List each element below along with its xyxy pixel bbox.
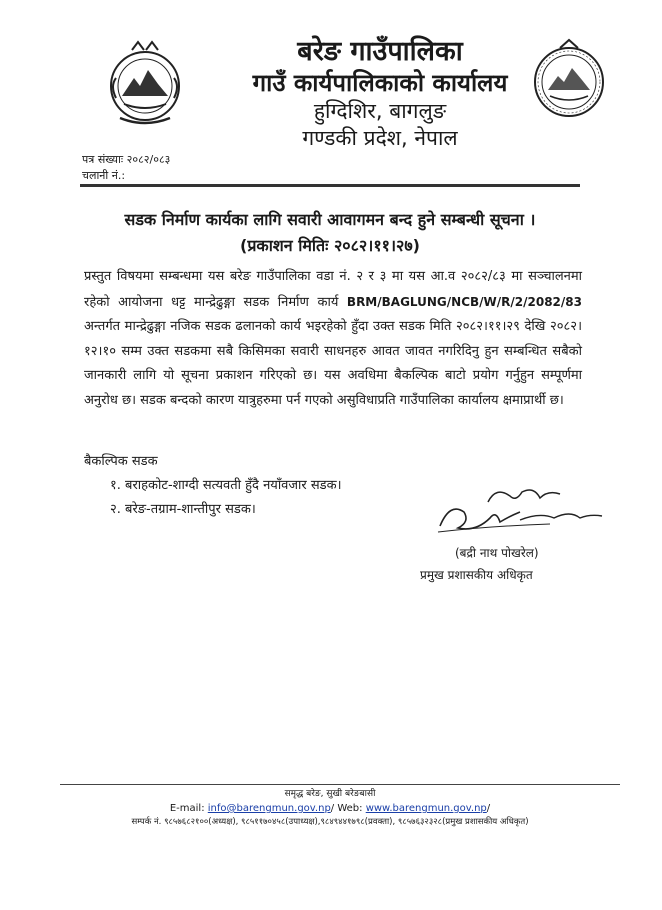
footer-phone-numbers: सम्पर्क नं. ९८५७६८२१००(अध्यक्ष), ९८५११७०४५८(उपाध्यक्ष),९८४९४४१७९८(प्रवक्ता), ९८५७६३२३२८(प्रमुख प्रशासकीय अधिकृत) <box>131 817 529 827</box>
alternative-roads-list <box>110 474 342 522</box>
web-suffix: / <box>486 803 491 814</box>
notice-body <box>84 265 582 413</box>
office-name: गाउँ कार्यपालिकाको कार्यालय <box>252 69 508 97</box>
letterhead <box>170 36 590 152</box>
footer-divider <box>60 784 620 785</box>
letter-number-label: पत्र संख्याः <box>82 153 124 166</box>
dispatch-number-label: चलानी नं.: <box>82 169 126 182</box>
body-text-part1: प्रस्तुत विषयमा सम्बन्धमा यस बरेङ गाउँपालिका वडा नं. २ र ३ मा यस आ.व २०८२/८३ मा सञ्चालनमा रहेको आयोजना धट्ट मान्द्रेढुङ्गा सडक निर्माण कार्य <box>84 269 582 310</box>
letter-number-value: २०८२/०८३ <box>126 153 171 166</box>
project-code: BRM/BAGLUNG/NCB/W/R/2/2082/83 <box>346 294 582 309</box>
office-location: हुग्दिशिर, बागलुङ <box>313 99 447 123</box>
header-divider <box>80 184 580 187</box>
reference-block <box>82 152 170 184</box>
province-country: गण्डकी प्रदेश, नेपाल <box>302 126 458 150</box>
list-item: १. बराहकोट-शाग्दी सत्यवती हुँदै नयाँवजार सडक। <box>110 478 342 493</box>
email-link[interactable]: info@barengmun.gov.np <box>207 803 331 814</box>
website-link[interactable]: www.barengmun.gov.np <box>365 803 487 814</box>
notice-title: सडक निर्माण कार्यका लागि सवारी आवागमन बन्द हुने सम्बन्धी सूचना । <box>124 210 536 229</box>
list-item: २. बरेङ-तग्राम-शान्तीपुर सडक। <box>110 502 256 517</box>
publication-date: (प्रकाशन मितिः २०८२।११।२७) <box>240 236 420 255</box>
footer-slogan: समृद्ध बरेङ, सुखी बरेङबासी <box>284 789 376 799</box>
signatory-title: प्रमुख प्रशासकीय अधिकृत <box>420 568 533 582</box>
web-label: / Web: <box>330 803 363 814</box>
municipality-name: बरेङ गाउँपालिका <box>297 36 463 67</box>
email-label: E-mail: <box>169 803 205 814</box>
signatory-name: (बद्री नाथ पोखरेल) <box>455 546 539 560</box>
footer-contact-links <box>40 802 620 815</box>
alternative-roads-heading: बैकल्पिक सडक <box>84 454 158 469</box>
body-text-part2: अन्तर्गत मान्द्रेढुङ्गा नजिक सडक ढलानको कार्य भइरहेको हुँदा उक्त सडक मिति २०८२।११।२९ देखि २०८२।१२।१० सम्म उक्त सडकमा सबै किसिमका सवारी साधनहरु आवत जावत नगरिदिनु हुन सम्बन्धित सबैको जानकारी लागि यो सूचना प्रकाशन गरिएको छ। यस अवधिमा बैकल्पिक बाटो प्रयोग गर्नुहुन सम्पूर्णमा अनुरोध छ। सडक बन्दको कारण यात्रुहरुमा पर्न गएको असुविधाप्रति गाउँपालिका कार्यालय क्षमाप्रार्थी छ। <box>84 319 582 408</box>
handwritten-signature <box>430 482 610 540</box>
